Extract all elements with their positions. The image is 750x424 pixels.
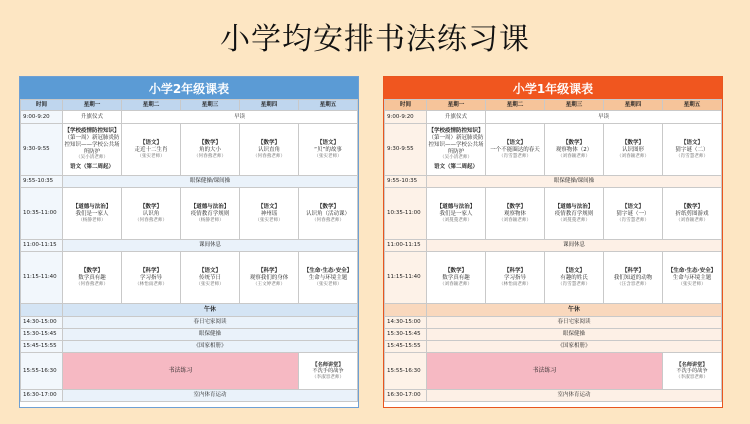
lesson-topic: 疫情教育学规则 bbox=[190, 210, 230, 217]
column-header: 星期一 bbox=[63, 100, 122, 111]
schedule-row bbox=[21, 240, 358, 252]
lesson-topic: 猜字谜（一） bbox=[616, 210, 650, 217]
lesson-teacher: （肖雪慧老师） bbox=[557, 281, 591, 287]
lesson-teacher: （何春燕老师） bbox=[252, 153, 286, 159]
time-cell: 11:00-11:15 bbox=[21, 240, 63, 252]
lesson-teacher: （林怡雨老师） bbox=[498, 281, 532, 287]
grade-2-schedule-panel bbox=[19, 76, 359, 408]
noon-break-cell: 午休 bbox=[63, 304, 358, 317]
time-cell bbox=[385, 304, 427, 317]
schedule-row bbox=[385, 188, 722, 240]
lesson-extra: 语文（第二周起） bbox=[69, 164, 114, 171]
schedule-row bbox=[385, 111, 722, 124]
time-cell: 9:00-9:20 bbox=[385, 111, 427, 124]
time-cell: 15:55-16:30 bbox=[385, 353, 427, 390]
lesson-cell bbox=[63, 188, 122, 240]
master-lecture-cell bbox=[299, 353, 358, 390]
lesson-teacher: （吴小清老师） bbox=[75, 155, 109, 161]
grade-1-schedule-panel bbox=[383, 76, 723, 408]
schedule-row bbox=[385, 341, 722, 353]
column-header: 星期二 bbox=[122, 100, 181, 111]
lesson-subject: 【学校疫情防控知识】 bbox=[428, 127, 484, 134]
lesson-cell bbox=[181, 124, 240, 176]
lesson-cell bbox=[240, 124, 299, 176]
lesson-cell bbox=[427, 188, 486, 240]
lesson-topic: 神州谣 bbox=[260, 210, 278, 217]
schedule-row bbox=[21, 390, 358, 402]
column-header: 星期四 bbox=[604, 100, 663, 111]
lesson-topic: 认识图形 bbox=[621, 146, 644, 153]
lesson-subject: 【道德与法治】 bbox=[72, 203, 112, 210]
lesson-topic: （第一周）新冠肺炎防控知识——学校公共场所防护 bbox=[64, 134, 120, 155]
lesson-cell bbox=[240, 252, 299, 304]
master-lecture-teacher: （李淑容老师） bbox=[675, 374, 709, 380]
lesson-subject: 【语文】 bbox=[257, 203, 280, 210]
column-header: 星期二 bbox=[486, 100, 545, 111]
lesson-topic: 一个不能圈达的春天 bbox=[490, 146, 540, 153]
lesson-cell bbox=[299, 124, 358, 176]
lesson-cell bbox=[63, 252, 122, 304]
lesson-topic: 数学真有趣 bbox=[442, 274, 470, 281]
schedule-row bbox=[385, 304, 722, 317]
morning-reading-cell: 早读 bbox=[486, 111, 722, 124]
lesson-teacher: （何春燕老师） bbox=[193, 153, 227, 159]
schedule-row bbox=[21, 188, 358, 240]
schedule-row bbox=[21, 176, 358, 188]
time-cell: 15:30-15:45 bbox=[385, 329, 427, 341]
shared-activity-cell: 室内体育运动 bbox=[63, 390, 358, 402]
lesson-subject: 【生命·生态·安全】 bbox=[303, 267, 353, 274]
column-header: 星期三 bbox=[545, 100, 604, 111]
shared-activity-cell: 眼保健操 bbox=[427, 329, 722, 341]
lesson-subject: 【语文】 bbox=[503, 139, 526, 146]
shared-activity-cell: 课间休息 bbox=[63, 240, 358, 252]
lesson-teacher: （张实老师） bbox=[314, 281, 342, 287]
lesson-topic: 猜字谜（二） bbox=[675, 146, 709, 153]
lesson-teacher: （张实老师） bbox=[678, 281, 706, 287]
lesson-teacher: （杨静老师） bbox=[196, 217, 224, 223]
time-cell: 14:30-15:00 bbox=[385, 317, 427, 329]
schedule-row bbox=[385, 353, 722, 390]
lesson-teacher: （何春燕老师） bbox=[75, 281, 109, 287]
time-cell: 15:45-15:55 bbox=[385, 341, 427, 353]
lesson-subject: 【语文】 bbox=[139, 139, 162, 146]
lesson-cell bbox=[545, 188, 604, 240]
lesson-cell bbox=[604, 252, 663, 304]
time-cell: 15:30-15:45 bbox=[21, 329, 63, 341]
lesson-subject: 【数学】 bbox=[198, 139, 221, 146]
master-lecture-teacher: （李淑容老师） bbox=[311, 374, 345, 380]
shared-activity-cell: 春日宅家阅读 bbox=[63, 317, 358, 329]
lesson-topic: 疫情教育学规则 bbox=[554, 210, 594, 217]
lesson-teacher: （刘春颖老师） bbox=[498, 217, 532, 223]
lesson-subject: 【数学】 bbox=[257, 139, 280, 146]
lesson-teacher: （刘蔓蔓老师） bbox=[557, 217, 591, 223]
lesson-topic: 角的大小 bbox=[198, 146, 221, 153]
lesson-subject: 【数学】 bbox=[80, 267, 103, 274]
shared-activity-cell: 眼保健操/课间操 bbox=[427, 176, 722, 188]
lesson-teacher: （肖雪慧老师） bbox=[498, 153, 532, 159]
column-header: 星期四 bbox=[240, 100, 299, 111]
schedule-row bbox=[385, 252, 722, 304]
lesson-cell bbox=[427, 124, 486, 176]
lesson-cell bbox=[604, 188, 663, 240]
schedule-row bbox=[21, 252, 358, 304]
lesson-subject: 【科学】 bbox=[621, 267, 644, 274]
time-cell bbox=[21, 304, 63, 317]
lesson-cell bbox=[181, 252, 240, 304]
lesson-topic: 观察物体 bbox=[503, 210, 526, 217]
lesson-topic: 认识角 bbox=[142, 210, 160, 217]
lesson-teacher: （刘春颖老师） bbox=[439, 281, 473, 287]
lesson-teacher: （刘春颖老师） bbox=[616, 153, 650, 159]
lesson-topic: 生命与环境主题 bbox=[308, 274, 348, 281]
lesson-cell bbox=[486, 188, 545, 240]
lesson-subject: 【道德与法治】 bbox=[554, 203, 594, 210]
time-cell: 11:15-11:40 bbox=[385, 252, 427, 304]
schedule-row bbox=[385, 329, 722, 341]
time-cell: 15:55-16:30 bbox=[21, 353, 63, 390]
lesson-subject: 【数学】 bbox=[621, 139, 644, 146]
lesson-cell bbox=[604, 124, 663, 176]
lesson-topic: 认识直角 bbox=[257, 146, 280, 153]
lesson-topic: 观察物体（2） bbox=[555, 146, 593, 153]
schedule-row bbox=[385, 176, 722, 188]
lesson-teacher: （肖雪慧老师） bbox=[616, 217, 650, 223]
morning-reading-cell: 早读 bbox=[122, 111, 358, 124]
flag-ceremony-cell: 升旗仪式 bbox=[63, 111, 122, 124]
lesson-cell bbox=[486, 124, 545, 176]
schedule-row bbox=[385, 390, 722, 402]
lesson-teacher: （林怡雨老师） bbox=[134, 281, 168, 287]
schedule-row bbox=[21, 124, 358, 176]
lesson-subject: 【学校疫情防控知识】 bbox=[64, 127, 120, 134]
shared-activity-cell: 《国家相册》 bbox=[63, 341, 358, 353]
schedule-row bbox=[385, 317, 722, 329]
lesson-topic: 传统节日 bbox=[198, 274, 221, 281]
lesson-topic: 有趣的姓氏 bbox=[560, 274, 588, 281]
flag-ceremony-cell: 升旗仪式 bbox=[427, 111, 486, 124]
lesson-teacher: （刘春颖老师） bbox=[557, 153, 591, 159]
lesson-teacher: （何春燕老师） bbox=[134, 217, 168, 223]
lesson-topic: 观察我们的身体 bbox=[249, 274, 289, 281]
schedule-row bbox=[21, 111, 358, 124]
lesson-cell bbox=[240, 188, 299, 240]
time-cell: 9:55-10:35 bbox=[21, 176, 63, 188]
lesson-subject: 【数学】 bbox=[316, 203, 339, 210]
lesson-cell bbox=[63, 124, 122, 176]
lesson-subject: 【语文】 bbox=[680, 139, 703, 146]
lesson-subject: 【语文】 bbox=[562, 267, 585, 274]
lesson-subject: 【语文】 bbox=[198, 267, 221, 274]
lesson-teacher: （刘蔓蔓老师） bbox=[439, 217, 473, 223]
lesson-cell bbox=[486, 252, 545, 304]
lesson-cell bbox=[545, 124, 604, 176]
time-cell: 10:35-11:00 bbox=[385, 188, 427, 240]
schedule-row bbox=[21, 353, 358, 390]
schedule-row bbox=[21, 304, 358, 317]
master-lecture-title: 【名师讲堂】 bbox=[312, 361, 344, 368]
lesson-subject: 【数学】 bbox=[680, 203, 703, 210]
schedule-row bbox=[21, 317, 358, 329]
lesson-subject: 【数学】 bbox=[503, 203, 526, 210]
lesson-cell bbox=[299, 188, 358, 240]
time-cell: 16:30-17:00 bbox=[385, 390, 427, 402]
lesson-teacher: （何春燕老师） bbox=[311, 217, 345, 223]
time-cell: 9:00-9:20 bbox=[21, 111, 63, 124]
shared-activity-cell: 《国家相册》 bbox=[427, 341, 722, 353]
shared-activity-cell: 室内体育运动 bbox=[427, 390, 722, 402]
time-cell: 9:55-10:35 bbox=[385, 176, 427, 188]
column-header: 时间 bbox=[21, 100, 63, 111]
lesson-topic: 我们是一家人 bbox=[439, 210, 473, 217]
lesson-topic: 我们知道的动物 bbox=[613, 274, 653, 281]
lesson-teacher: （刘春颖老师） bbox=[675, 217, 709, 223]
lesson-cell bbox=[122, 124, 181, 176]
time-cell: 16:30-17:00 bbox=[21, 390, 63, 402]
lesson-subject: 【语文】 bbox=[621, 203, 644, 210]
lesson-topic: “贝”的故事 bbox=[314, 146, 342, 153]
column-header: 星期一 bbox=[427, 100, 486, 111]
grade-1-schedule-title: 小学1年级课表 bbox=[384, 77, 722, 99]
time-cell: 10:35-11:00 bbox=[21, 188, 63, 240]
time-cell: 11:00-11:15 bbox=[385, 240, 427, 252]
shared-activity-cell: 眼保健操 bbox=[63, 329, 358, 341]
page-title: 小学均安排书法练习课 bbox=[220, 22, 530, 57]
schedule-row bbox=[385, 240, 722, 252]
schedule-row bbox=[21, 329, 358, 341]
lesson-subject: 【道德与法治】 bbox=[436, 203, 476, 210]
master-lecture-cell bbox=[663, 353, 722, 390]
lesson-cell bbox=[122, 252, 181, 304]
lesson-teacher: （王文婷老师） bbox=[252, 281, 286, 287]
column-header: 星期三 bbox=[181, 100, 240, 111]
lesson-subject: 【道德与法治】 bbox=[190, 203, 230, 210]
lesson-subject: 【数学】 bbox=[139, 203, 162, 210]
grade-2-schedule-table bbox=[20, 99, 358, 402]
master-lecture-topic: 不洗手的战争 bbox=[676, 368, 708, 375]
master-lecture-topic: 不洗手的战争 bbox=[312, 368, 344, 375]
grade-2-schedule-title: 小学2年级课表 bbox=[20, 77, 358, 99]
time-cell: 11:15-11:40 bbox=[21, 252, 63, 304]
lesson-subject: 【数学】 bbox=[562, 139, 585, 146]
lesson-subject: 【科学】 bbox=[139, 267, 162, 274]
lesson-teacher: （肖雪慧老师） bbox=[675, 153, 709, 159]
lesson-topic: 生命与环境主题 bbox=[672, 274, 712, 281]
noon-break-cell: 午休 bbox=[427, 304, 722, 317]
lesson-extra: 语文（第二周起） bbox=[433, 164, 478, 171]
lesson-cell bbox=[299, 252, 358, 304]
lesson-subject: 【科学】 bbox=[257, 267, 280, 274]
lesson-cell bbox=[663, 252, 722, 304]
lesson-cell bbox=[663, 188, 722, 240]
schedule-row bbox=[385, 124, 722, 176]
lesson-topic: 我们是一家人 bbox=[75, 210, 109, 217]
lesson-topic: 学习指导 bbox=[139, 274, 162, 281]
lesson-teacher: （杨静老师） bbox=[78, 217, 106, 223]
lesson-topic: 学习指导 bbox=[503, 274, 526, 281]
time-cell: 14:30-15:00 bbox=[21, 317, 63, 329]
grade-1-schedule-table bbox=[384, 99, 722, 402]
lesson-teacher: （张实老师） bbox=[314, 153, 342, 159]
lesson-topic: 数学真有趣 bbox=[78, 274, 106, 281]
lesson-subject: 【科学】 bbox=[503, 267, 526, 274]
time-cell: 15:45-15:55 bbox=[21, 341, 63, 353]
calligraphy-cell: 书法练习 bbox=[427, 353, 663, 390]
calligraphy-cell: 书法练习 bbox=[63, 353, 299, 390]
column-header: 星期五 bbox=[299, 100, 358, 111]
master-lecture-title: 【名师讲堂】 bbox=[676, 361, 708, 368]
lesson-teacher: （张实老师） bbox=[196, 281, 224, 287]
lesson-cell bbox=[663, 124, 722, 176]
shared-activity-cell: 眼保健操/课间操 bbox=[63, 176, 358, 188]
schedule-row bbox=[21, 341, 358, 353]
header-row bbox=[21, 100, 358, 111]
lesson-teacher: （汪含容老师） bbox=[616, 281, 650, 287]
column-header: 星期五 bbox=[663, 100, 722, 111]
lesson-cell bbox=[122, 188, 181, 240]
lesson-subject: 【生命·生态·安全】 bbox=[667, 267, 717, 274]
shared-activity-cell: 春日宅家阅读 bbox=[427, 317, 722, 329]
lesson-cell bbox=[427, 252, 486, 304]
time-cell: 9:30-9:55 bbox=[385, 124, 427, 176]
lesson-topic: 走近十二生肖 bbox=[134, 146, 168, 153]
lesson-subject: 【数学】 bbox=[444, 267, 467, 274]
lesson-subject: 【语文】 bbox=[316, 139, 339, 146]
lesson-topic: （第一周）新冠肺炎防控知识——学校公共场所防护 bbox=[428, 134, 484, 155]
lesson-teacher: （吴小清老师） bbox=[439, 155, 473, 161]
lesson-cell bbox=[181, 188, 240, 240]
time-cell: 9:30-9:55 bbox=[21, 124, 63, 176]
lesson-teacher: （张实老师） bbox=[255, 217, 283, 223]
lesson-cell bbox=[545, 252, 604, 304]
lesson-teacher: （张实老师） bbox=[137, 153, 165, 159]
lesson-topic: 认识角（活动课） bbox=[305, 210, 350, 217]
shared-activity-cell: 课间休息 bbox=[427, 240, 722, 252]
lesson-topic: 折纸剪图游戏 bbox=[675, 210, 709, 217]
header-row bbox=[385, 100, 722, 111]
column-header: 时间 bbox=[385, 100, 427, 111]
